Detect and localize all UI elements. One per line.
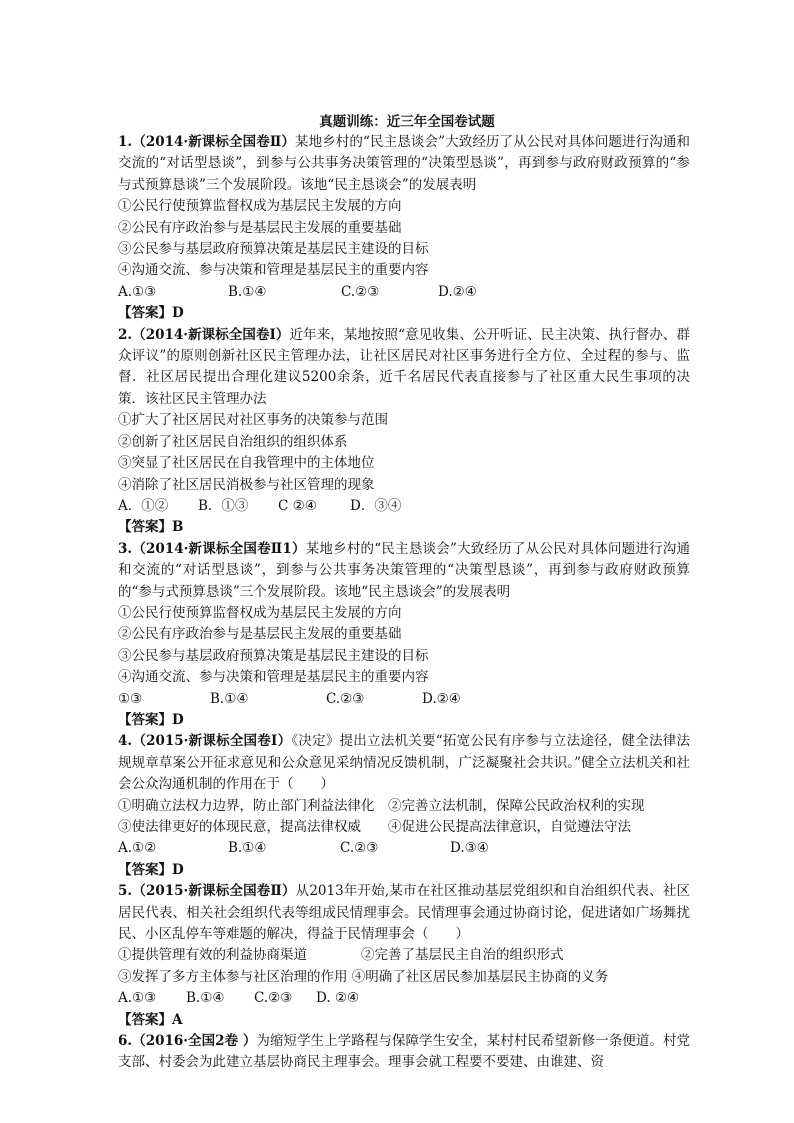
question-5-stem (118, 881, 690, 945)
question-2-item: ③突显了社区居民在自我管理中的主体地位 (118, 455, 375, 472)
option-c: C ②④ (278, 497, 317, 514)
question-5-options (118, 988, 690, 1009)
question-6-stem (118, 1031, 690, 1074)
question-3-stem (118, 539, 690, 603)
question-3-item: ①公民行使预算监督权成为基层民主发展的方向 (118, 604, 402, 621)
question-3-item: ③公民参与基层政府预算决策是基层民主建设的目标 (118, 647, 429, 664)
question-4-source: （2015·新课标全国卷Ⅰ） (132, 733, 292, 750)
question-2-source: （2014·新课标全国卷Ⅰ） (132, 326, 290, 343)
option-d: D．③④ (350, 497, 402, 514)
option-c: C.②③ (254, 990, 293, 1007)
question-4-stem (118, 731, 690, 795)
question-5-text: 从2013年开始,某市在社区推动基层党组织和自治组织代表、社区居民代表、相关社会组织代表等组成民情理事会。民情理事会通过协商讨论，促进诸如广场舞扰民、小区乱停车等难题的解决，得益于民情理事会（ ） (118, 883, 690, 943)
question-1-source: （2014·新课标全国卷Ⅱ） (132, 134, 295, 150)
question-4-answer: 【答案】D (118, 861, 184, 878)
question-5-item: ③发挥了多方主体参与社区治理的作用 ④明确了社区居民参加基层民主协商的义务 (118, 968, 609, 985)
question-4-item: ①明确立法权力边界，防止部门利益法律化 ②完善立法机制，保障公民政治权利的实现 (118, 797, 645, 814)
question-1-answer: 【答案】D (118, 305, 184, 322)
question-3-answer: 【答案】D (118, 711, 184, 728)
question-4-options (118, 838, 690, 859)
question-2-stem (118, 325, 690, 411)
option-d: D. ②④ (316, 990, 360, 1007)
question-3-number: 3. (118, 540, 133, 557)
question-2-answer: 【答案】B (118, 519, 184, 536)
question-4-number: 4. (118, 733, 133, 750)
question-1-text: 某地乡村的“民主恳谈会”大致经历了从公民对具体问题进行沟通和交流的“对话型恳谈”，到参与公共事务决策管理的“决策型恳谈”，再到参与政府财政预算的“参与式预算恳谈”三个发展阶段。该地“民主恳谈会”的发展表明 (118, 134, 690, 193)
question-1-item: ②公民有序政治参与是基层民主发展的重要基础 (118, 219, 402, 236)
option-c: C.②③ (340, 840, 379, 857)
question-5-number: 5. (118, 883, 133, 900)
option-a: ①③ (118, 690, 143, 707)
question-5-answer: 【答案】A (118, 1011, 183, 1028)
option-d: D.②④ (422, 690, 461, 707)
question-2-options (118, 496, 690, 517)
option-b: B．①③ (198, 497, 249, 514)
option-a: A．①② (118, 497, 169, 514)
question-1-item: ①公民行使预算监督权成为基层民主发展的方向 (118, 198, 402, 215)
question-3-options (118, 689, 690, 710)
option-a: A.①③ (118, 990, 157, 1007)
question-6-text: 为缩短学生上学路程与保障学生安全，某村村民希望新修一条便道。村党支部、村委会为此建立基层协商民主理事会。理事会就工程要不要建、由谁建、资 (118, 1033, 690, 1071)
question-5-item: ①提供管理有效的利益协商渠道 ②完善了基层民主自治的组织形式 (118, 947, 564, 964)
option-d: D.②④ (438, 283, 477, 300)
question-4-text: 《决定》提出立法机关要“拓宽公民有序参与立法途径，健全法律法规规章草案公开征求意见和公众意见采纳情况反馈机制，广泛凝聚社会共识。”健全立法机关和社会公众沟通机制的作用在于（ ） (118, 733, 690, 793)
question-1-options (118, 282, 690, 303)
question-2-number: 2. (118, 326, 133, 343)
option-b: B.①④ (228, 840, 267, 857)
question-2-item: ①扩大了社区居民对社区事务的决策参与范围 (118, 412, 388, 429)
question-3-item: ②公民有序政治参与是基层民主发展的重要基础 (118, 626, 402, 643)
option-b: B.①④ (210, 690, 249, 707)
option-b: B.①④ (186, 990, 225, 1007)
question-1-number: 1. (118, 134, 133, 150)
question-3-text: 某地乡村的“民主恳谈会”大致经历了从公民对具体问题进行沟通和交流的“对话型恳谈”，到参与公共事务决策管理的“决策型恳谈”，再到参与政府财政预算的“参与式预算恳谈”三个发展阶段。该地“民主恳谈会”的发展表明 (118, 540, 690, 600)
question-1-item: ③公民参与基层政府预算决策是基层民主建设的目标 (118, 241, 429, 258)
question-3-item: ④沟通交流、参与决策和管理是基层民主的重要内容 (118, 669, 429, 686)
question-2-text: 近年来，某地按照“意见收集、公开听证、民主决策、执行督办、群众评议”的原则创新社区民主管理办法，让社区居民对社区事务进行全方位、全过程的参与、监督．社区居民提出合理化建议5200余条，近千名居民代表直接参与了社区重大民生事项的决策．该社区民主管理办法 (118, 326, 690, 407)
question-6-number: 6. (118, 1033, 133, 1050)
question-1-stem (118, 132, 690, 196)
page-title: 真题训练：近三年全国卷试题 (319, 114, 495, 130)
question-2-item: ②创新了社区居民自治组织的组织体系 (118, 433, 348, 450)
document-page (118, 112, 690, 1074)
question-3-source: （2014·新课标全国卷Ⅱ1） (132, 540, 306, 557)
question-2-item: ④消除了社区居民消极参与社区管理的现象 (118, 476, 375, 493)
option-c: C.②③ (326, 690, 365, 707)
option-a: A.①② (118, 840, 157, 857)
option-c: C.②③ (341, 283, 380, 300)
question-6-source: （2016·全国2卷 ） (132, 1033, 257, 1050)
option-a: A.①③ (118, 283, 157, 300)
option-d: D.③④ (450, 840, 489, 857)
question-4-item: ③使法律更好的体现民意，提高法律权威 ④促进公民提高法律意识，自觉遵法守法 (118, 819, 631, 835)
question-5-source: （2015·新课标全国卷Ⅱ） (132, 883, 296, 900)
option-b: B.①④ (228, 283, 267, 300)
question-1-item: ④沟通交流、参与决策和管理是基层民主的重要内容 (118, 262, 429, 279)
